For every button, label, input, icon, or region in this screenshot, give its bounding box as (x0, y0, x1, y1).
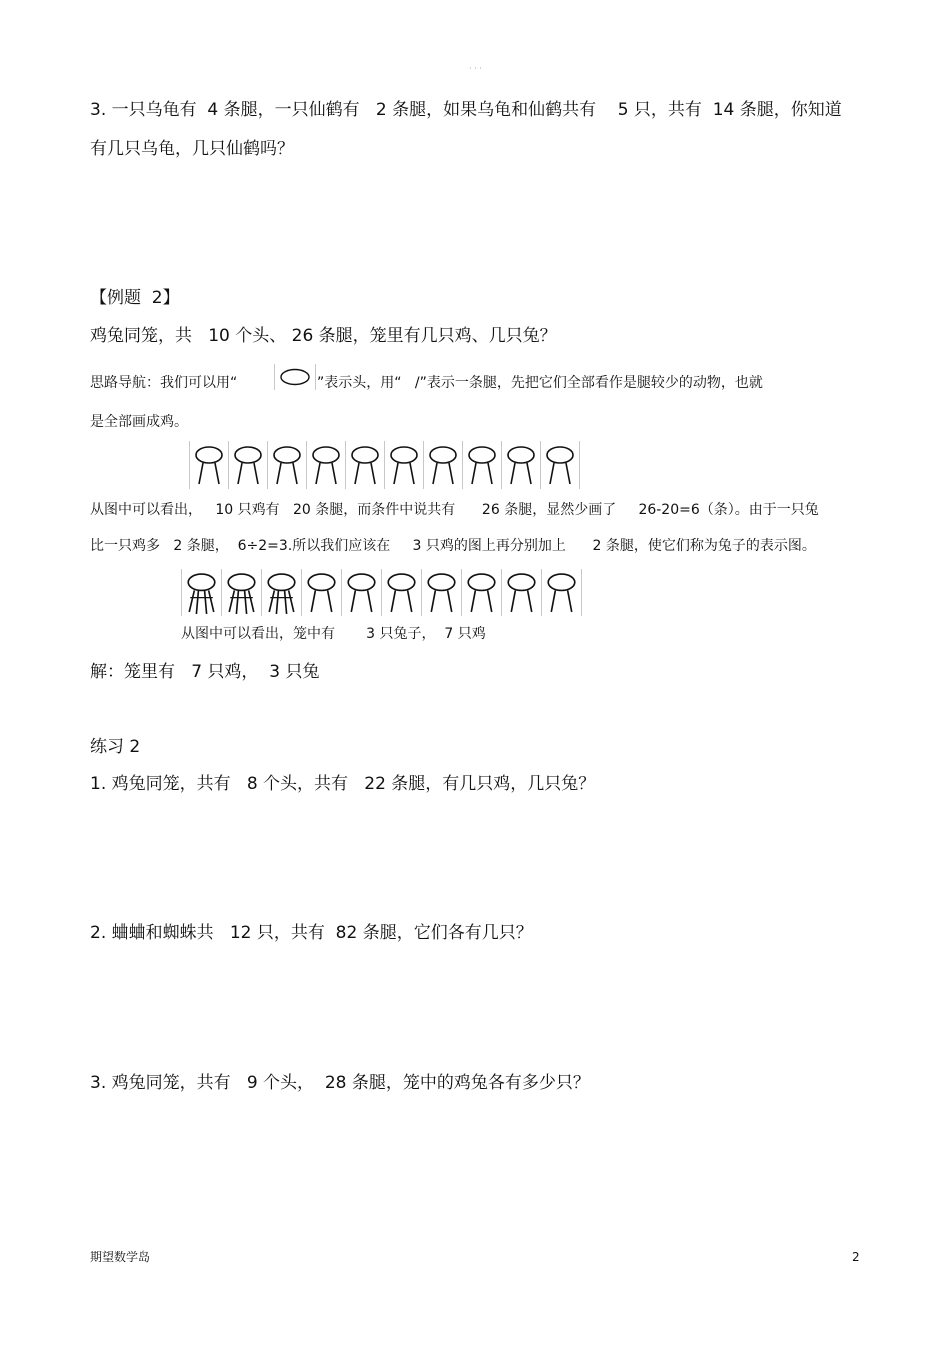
example-2-question: 鸡兔同笼，共 10 个头、 26 条腿，笼里有几只鸡、几只兔？ (90, 326, 557, 346)
rabbit-figure-icon (221, 569, 261, 616)
chicken-figure-icon (341, 569, 381, 616)
header-dots: · · · (469, 64, 482, 73)
practice-2-title: 练习 2 (90, 737, 141, 757)
hint-line-1-b: ”表示头，用“ /”表示一条腿，先把它们全部看作是腿较少的动物，也就 (317, 375, 763, 391)
explain-line-1: 从图中可以看出， 10 只鸡有 20 条腿，而条件中说共有 26 条腿，显然少画了 26-20=6（条）。由于一只兔 (90, 502, 819, 518)
chicken-figure-icon (267, 441, 306, 489)
footer-brand: 期望数学岛 (90, 1250, 151, 1264)
chicken-figure-icon (501, 569, 541, 616)
practice-question-3: 3. 鸡兔同笼，共有 9 个头， 28 条腿，笼中的鸡兔各有多少只？ (90, 1073, 590, 1093)
chicken-figure-icon (461, 569, 501, 616)
practice-question-1: 1. 鸡兔同笼，共有 8 个头，共有 22 条腿，有几只鸡，几只兔？ (90, 774, 596, 794)
chicken-figure-icon (384, 441, 423, 489)
chicken-figure-icon (301, 569, 341, 616)
hint-line-1-a: 思路导航：我们可以用“ (90, 375, 238, 391)
chicken-figure-icon (381, 569, 421, 616)
rabbit-figure-icon (261, 569, 301, 616)
chicken-figure-icon (501, 441, 540, 489)
head-oval-icon (274, 364, 316, 390)
hint-line-2: 是全部画成鸡。 (90, 414, 188, 430)
rabbit-chicken-figure-row (181, 569, 582, 616)
figure-caption: 从图中可以看出，笼中有 3 只兔子， 7 只鸡 (181, 626, 486, 642)
page-number: 2 (852, 1250, 860, 1264)
example-2-answer: 解：笼里有 7 只鸡， 3 只兔 (90, 662, 320, 682)
chicken-figure-row (189, 441, 580, 489)
chicken-figure-icon (421, 569, 461, 616)
chicken-figure-icon (423, 441, 462, 489)
chicken-figure-icon (345, 441, 384, 489)
problem-3-line-1: 3. 一只乌龟有 4 条腿，一只仙鹤有 2 条腿，如果乌龟和仙鹤共有 5 只，共有 14 条腿，你知道 (90, 100, 842, 120)
chicken-figure-icon (541, 569, 582, 616)
chicken-figure-icon (306, 441, 345, 489)
practice-question-2: 2. 蛐蛐和蜘蛛共 12 只，共有 82 条腿，它们各有几只？ (90, 923, 533, 943)
chicken-figure-icon (189, 441, 228, 489)
explain-line-2: 比一只鸡多 2 条腿， 6÷2=3.所以我们应该在 3 只鸡的图上再分别加上 2 条腿，使它们称为兔子的表示图。 (90, 538, 816, 554)
problem-3-line-2: 有几只乌龟，几只仙鹤吗？ (90, 139, 294, 159)
example-2-title: 【例题 2】 (90, 288, 180, 308)
rabbit-figure-icon (181, 569, 221, 616)
chicken-figure-icon (228, 441, 267, 489)
chicken-figure-icon (462, 441, 501, 489)
chicken-figure-icon (540, 441, 580, 489)
